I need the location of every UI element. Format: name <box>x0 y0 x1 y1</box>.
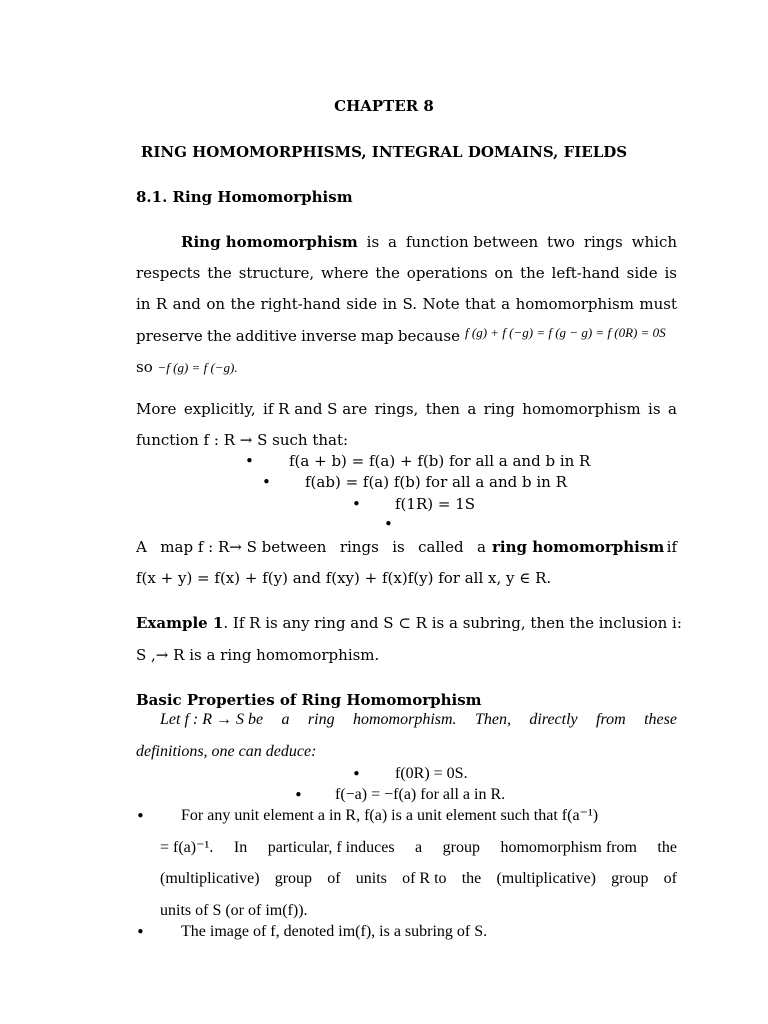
para1-line1: Ring homomorphism is a function between two rings which <box>181 233 677 251</box>
bullet-6: • <box>294 786 303 804</box>
para3-line1-end: ring homomorphism if <box>492 538 677 556</box>
bullet-4: • <box>384 515 393 533</box>
bullet-2: • <box>262 473 271 491</box>
unit-line3: (multiplicative) group of units of R to the (multiplicative) group of <box>160 870 677 887</box>
chapter-heading: CHAPTER 8 <box>334 97 434 115</box>
unit-line1: For any unit element a in R, f(a) is a unit element such that f(a⁻¹) <box>181 807 599 824</box>
bullet-1: • <box>245 452 254 470</box>
unit-line4: units of S (or of im(f)). <box>160 902 308 919</box>
basic-line2: definitions, one can deduce: <box>136 743 317 760</box>
bullet-3: • <box>352 495 361 513</box>
section-heading: 8.1. Ring Homomorphism <box>136 188 353 206</box>
chapter-title: RING HOMOMORPHISMS, INTEGRAL DOMAINS, FIELDS <box>140 143 628 161</box>
bullet-5: • <box>352 765 361 783</box>
bullet-item-unity: f(1R) = 1S <box>395 495 476 513</box>
inverse-equation: −f (g) = f (−g). <box>157 360 238 375</box>
unit-line2: = f(a)⁻¹. In particular, f induces a group homomorphism from the <box>160 839 677 856</box>
term-ring-homomorphism-2: ring homomorphism <box>492 538 665 556</box>
example-label: Example 1 <box>136 614 224 632</box>
example-line2: S ,→ R is a ring homomorphism. <box>136 646 380 664</box>
para3-line1: A map f : R→ S between rings is called a <box>136 538 486 556</box>
bullet-item-negation: f(−a) = −f(a) for all a in R. <box>335 786 506 803</box>
bullet-8: • <box>136 923 145 941</box>
bullet-item-additivity: f(a + b) = f(a) + f(b) for all a and b in R <box>289 452 591 470</box>
bullet-item-zero: f(0R) = 0S. <box>395 765 468 782</box>
term-ring-homomorphism: Ring homomorphism <box>181 233 358 251</box>
example-line1: Example 1. If R is any ring and S ⊂ R is a subring, then the inclusion i: <box>136 614 682 632</box>
para1-line2: respects the structure, where the operations on the left-hand side is <box>136 264 677 282</box>
image-subring-item: The image of f, denoted im(f), is a subring of S. <box>181 923 488 940</box>
additive-inverse-equation: f (g) + f (−g) = f (g − g) = f (0R) = 0S <box>465 325 666 340</box>
para2-line2: function f : R → S such that: <box>136 431 349 449</box>
bullet-item-multiplicativity: f(ab) = f(a) f(b) for all a and b in R <box>305 473 567 491</box>
basic-line1: Let f : R → S be a ring homomorphism. Then, directly from these <box>160 711 677 728</box>
bullet-7: • <box>136 807 145 825</box>
para1-line5: so −f (g) = f (−g). <box>136 358 238 376</box>
para1-line4: preserve the additive inverse map because <box>136 327 460 345</box>
basic-properties-heading: Basic Properties of Ring Homomorphism <box>136 691 482 709</box>
para1-line3: in R and on the right-hand side in S. Note that a homomorphism must <box>136 295 677 313</box>
para2-line1: More explicitly, if R and S are rings, then a ring homomorphism is a <box>136 400 677 418</box>
para3-line2: f(x + y) = f(x) + f(y) and f(xy) + f(x)f(y) for all x, y ∈ R. <box>136 569 552 587</box>
